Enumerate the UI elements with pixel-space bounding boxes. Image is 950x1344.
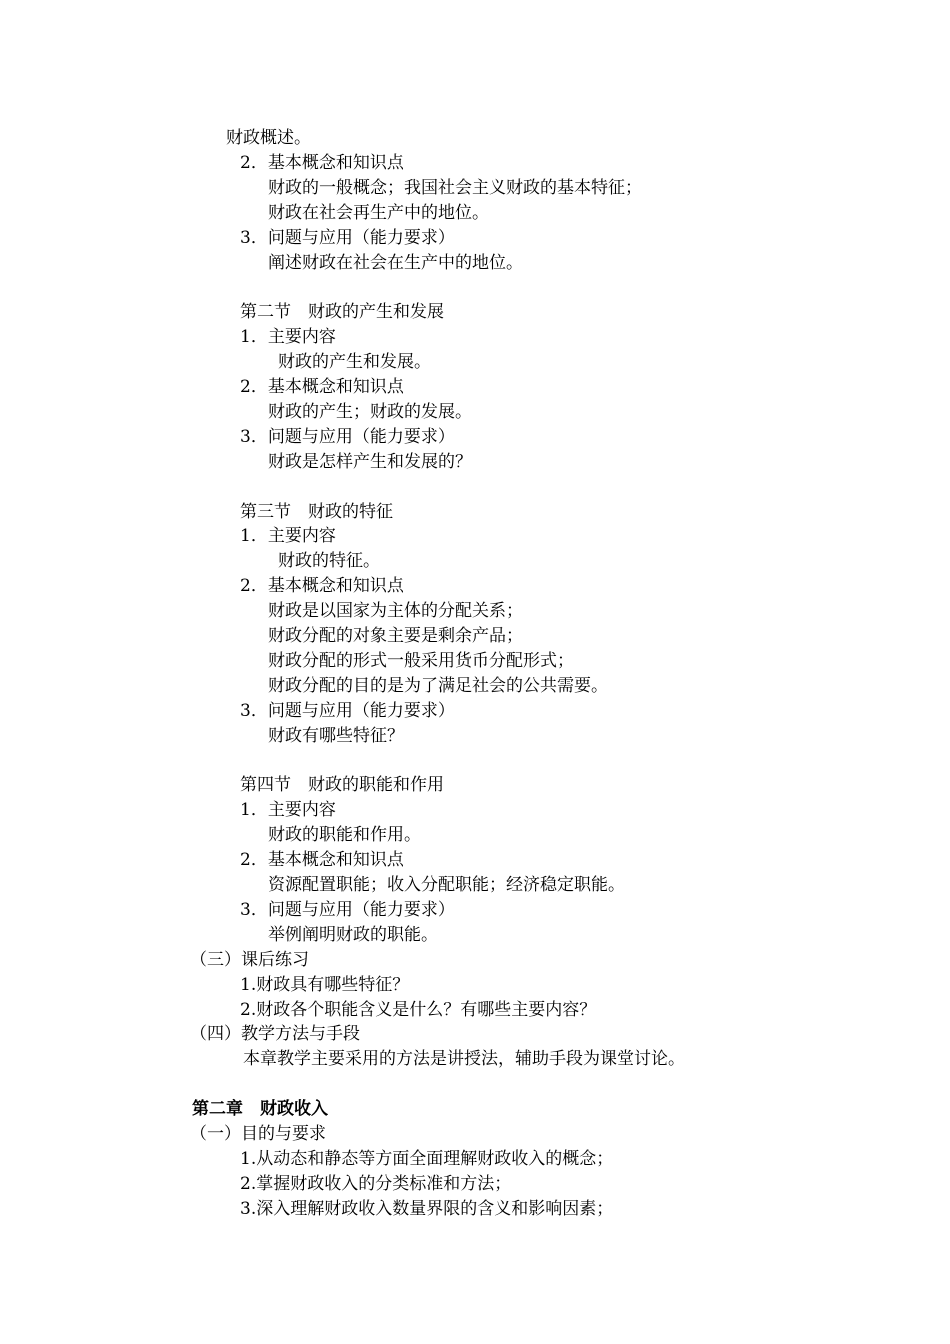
text-line: 财政分配的形式一般采用货币分配形式； [268,650,574,671]
text-line: 第二节 财政的产生和发展 [240,302,444,323]
text-line: 2.财政各个职能含义是什么？有哪些主要内容？ [240,999,597,1020]
text-line: 1.财政具有哪些特征？ [240,974,410,995]
text-line: 财政分配的目的是为了满足社会的公共需要。 [268,675,608,696]
text-line: 第二章 财政收入 [192,1099,328,1120]
text-line: 2．基本概念和知识点 [240,576,404,597]
text-line: 2.掌握财政收入的分类标准和方法； [240,1173,512,1194]
text-line: （一）目的与要求 [190,1124,326,1144]
text-line: 财政的特征。 [278,551,380,572]
text-line: （三）课后练习 [190,949,309,970]
text-line: 资源配置职能；收入分配职能；经济稳定职能。 [268,875,625,895]
text-line: 1．主要内容 [240,526,336,547]
text-line: 财政的一般概念；我国社会主义财政的基本特征； [268,177,642,198]
text-line: 第三节 财政的特征 [240,501,393,522]
text-line: 财政在社会再生产中的地位。 [268,202,489,223]
text-line: 1．主要内容 [240,327,336,348]
text-line: 2．基本概念和知识点 [240,152,404,173]
text-line: 阐述财政在社会在生产中的地位。 [268,252,523,273]
text-line: 1.从动态和静态等方面全面理解财政收入的概念； [240,1148,614,1169]
text-line: 1．主要内容 [240,800,336,821]
text-line: 3．问题与应用（能力要求） [240,700,455,721]
text-line: 3.深入理解财政收入数量界限的含义和影响因素； [240,1198,614,1219]
text-line: 财政分配的对象主要是剩余产品； [268,626,523,646]
text-line: 财政概述。 [226,128,311,148]
text-line: 3．问题与应用（能力要求） [240,227,455,248]
text-line: 财政的产生和发展。 [278,352,431,373]
text-line: 财政是怎样产生和发展的？ [268,451,472,472]
text-line: 财政有哪些特征？ [268,725,404,746]
text-line: 财政是以国家为主体的分配关系； [268,601,523,622]
text-line: 第四节 财政的职能和作用 [240,775,444,796]
text-line: 2．基本概念和知识点 [240,850,404,871]
text-line: 财政的产生；财政的发展。 [268,401,472,422]
text-line: 本章教学主要采用的方法是讲授法，辅助手段为课堂讨论。 [243,1049,685,1070]
text-line: 2．基本概念和知识点 [240,377,404,397]
text-line: 财政的职能和作用。 [268,825,421,846]
text-line: 举例阐明财政的职能。 [268,924,438,945]
text-line: 3．问题与应用（能力要求） [240,899,455,920]
text-line: 3．问题与应用（能力要求） [240,426,455,447]
text-line: （四）教学方法与手段 [190,1024,360,1045]
